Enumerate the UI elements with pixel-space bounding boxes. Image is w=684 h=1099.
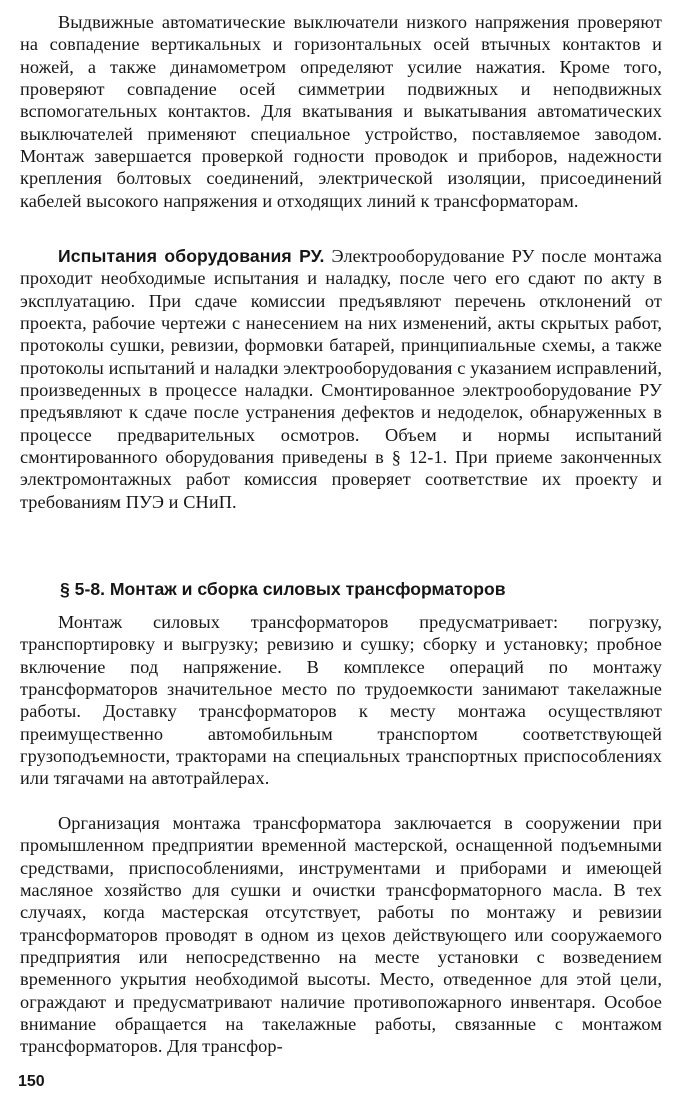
- page-number: 150: [18, 1073, 45, 1090]
- paragraph-equipment-testing: [20, 245, 662, 513]
- paragraph-circuit-breakers: Выдвижные автоматические выключатели низкого напряжения проверяют на совпадение вертикальных и горизонтальных осей втычных контактов и ножей, а также динамометром определяют усилие нажатия. Кроме того, проверяют совпадение осей симметрии подвижных и неподвижных вспомогательных контактов. Для вкатывания и выкатывания автоматических выключателей применяют специальное устройство, поставляемое заводом. Монтаж завершается проверкой годности проводок и приборов, надежности крепления болтовых соединений, электрической изоляции, присоединений кабелей высокого напряжения и отходящих линий к трансформаторам.: [20, 12, 662, 211]
- paragraph-body: Электрооборудование РУ после монтажа проходит необходимые испытания и наладку, после чего его сдают по акту в эксплуатацию. При сдаче комиссии предъявляют перечень отклонений от проекта, рабочие чертежи с нанесением на них изменений, акты скрытых работ, протоколы сушки, ревизии, формовки батарей, принципиальные схемы, а также протоколы испытаний и наладки электрооборудования с указанием исправлений, произведенных в процессе наладки. Смонтированное электрооборудование РУ предъявляют к сдаче после устранения дефектов и недоделок, обнаруженных в процессе предварительных осмотров. Объем и нормы испытаний смонтированного оборудования приведены в § 12-1. При приеме законченных электромонтажных работ комиссия проверяет соответствие их проекту и требованиям ПУЭ и СНиП.: [20, 246, 663, 512]
- paragraph-installation-organization: Организация монтажа трансформатора заключается в сооружении при промышленном предприятии временной мастерской, оснащенной подъемными средствами, приспособлениями, инструментами и приборами и имеющей масляное хозяйство для сушки и очистки трансформаторного масла. В тех случаях, когда мастерская отсутствует, работы по монтажу и ревизии трансформаторов проводят в одном из цехов действующего или сооружаемого предприятия или непосредственно на месте установки с возведением временного укрытия необходимой высоты. Место, отведенное для этой цели, ограждают и предусматривают наличие противопожарного инвентаря. Особое внимание обращается на такелажные работы, связанные с монтажом трансформаторов. Для трансфор-: [20, 813, 662, 1057]
- paragraph-lead-heading: Испытания оборудования РУ.: [58, 246, 325, 266]
- paragraph-transformer-installation: Монтаж силовых трансформаторов предусматривает: погрузку, транспортировку и выгрузку; ревизию и сушку; сборку и установку; пробное включение под напряжение. В комплексе операций по монтажу трансформаторов значительное место по трудоемкости занимают такелажные работы. Доставку трансформаторов к месту монтажа осуществляют преимущественно автомобильным транспортом соответствующей грузоподъемности, тракторами на специальных транспортных приспособлениях или тягачами на автотрайлерах.: [20, 612, 662, 789]
- section-heading: § 5-8. Монтаж и сборка силовых трансформаторов: [60, 579, 506, 599]
